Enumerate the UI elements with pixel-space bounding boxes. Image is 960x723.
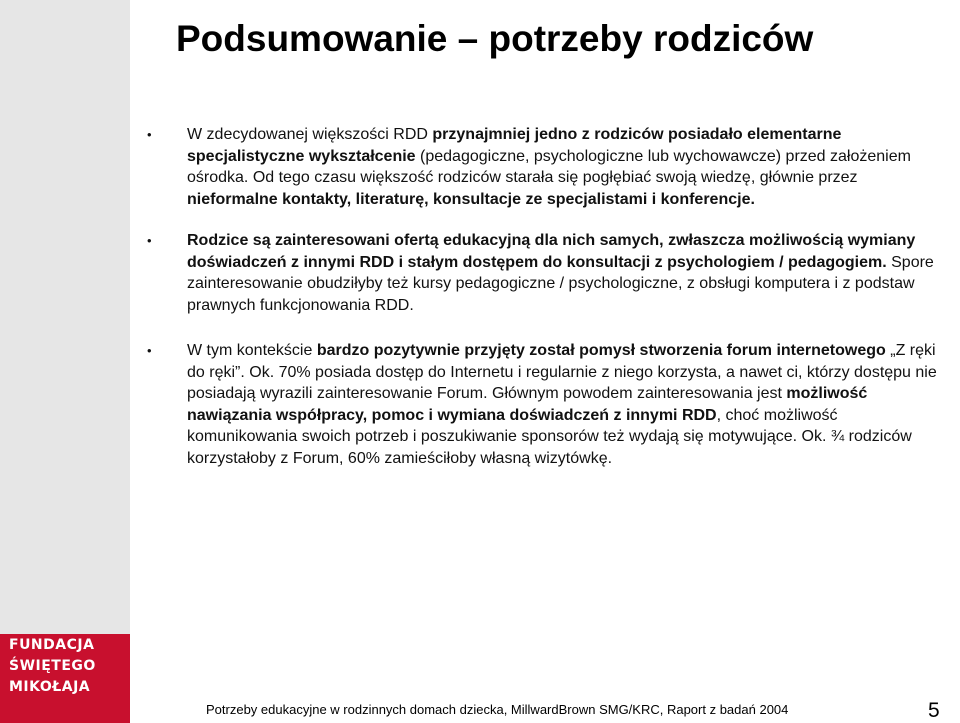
logo-line-3: MIKOŁAJA: [9, 679, 91, 695]
footer-source: Potrzeby edukacyjne w rodzinnych domach dziecka, MillwardBrown SMG/KRC, Raport z badań 2004: [206, 702, 789, 717]
bullet-text-2: Rodzice są zainteresowani ofertą edukacyjną dla nich samych, zwłaszcza możliwością wymiany doświadczeń z innymi RDD i stałym dostępem do konsultacji z psychologiem / pedagogiem. Spore zainteresowanie obudziłyby też kursy pedagogiczne / psychologiczne, z obsługi komputera i z podstaw prawnych funkcjonowania RDD.: [187, 232, 934, 314]
side-band: [0, 0, 130, 634]
bullet-text-3: W tym kontekście bardzo pozytywnie przyjęty został pomysł stworzenia forum internetowego „Z ręki do ręki”. Ok. 70% posiada dostęp do Internetu i regularnie z niego korzysta, a nawet ci, którzy dostępu nie posiadają wyrazili zainteresowanie Forum. Głównym powodem zainteresowania jest możliwość nawiązania współpracy, pomoc i wymiana doświadczeń z innymi RDD, choć możliwość komunikowania swoich potrzeb i poszukiwanie sponsorów też wydają się motywujące. Ok. ¾ rodziców korzystałoby z Forum, 60% zamieściłoby własną wizytówkę.: [187, 342, 937, 467]
logo-line-1: FUNDACJA: [9, 637, 95, 653]
page-number: 5: [928, 699, 940, 722]
logo-line-2: ŚWIĘTEGO: [9, 658, 96, 674]
bullet-dot: •: [147, 233, 152, 248]
foundation-logo: [0, 634, 130, 723]
bullet-item-1: [147, 124, 947, 210]
bullet-list: [147, 124, 947, 469]
slide-title: Podsumowanie – potrzeby rodziców: [176, 18, 814, 59]
bullet-item-2: [147, 230, 947, 316]
bullet-item-3: [147, 340, 947, 469]
bullet-text-1: W zdecydowanej większości RDD przynajmniej jedno z rodziców posiadało elementarne specjalistyczne wykształcenie (pedagogiczne, psychologiczne lub wychowawcze) przed założeniem ośrodka. Od tego czasu większość rodziców starała się pogłębiać swoją wiedzę, głównie przez nieformalne kontakty, literaturę, konsultacje ze specjalistami i konferencje.: [187, 126, 911, 208]
bullet-dot: •: [147, 127, 152, 142]
bullet-dot: •: [147, 343, 152, 358]
